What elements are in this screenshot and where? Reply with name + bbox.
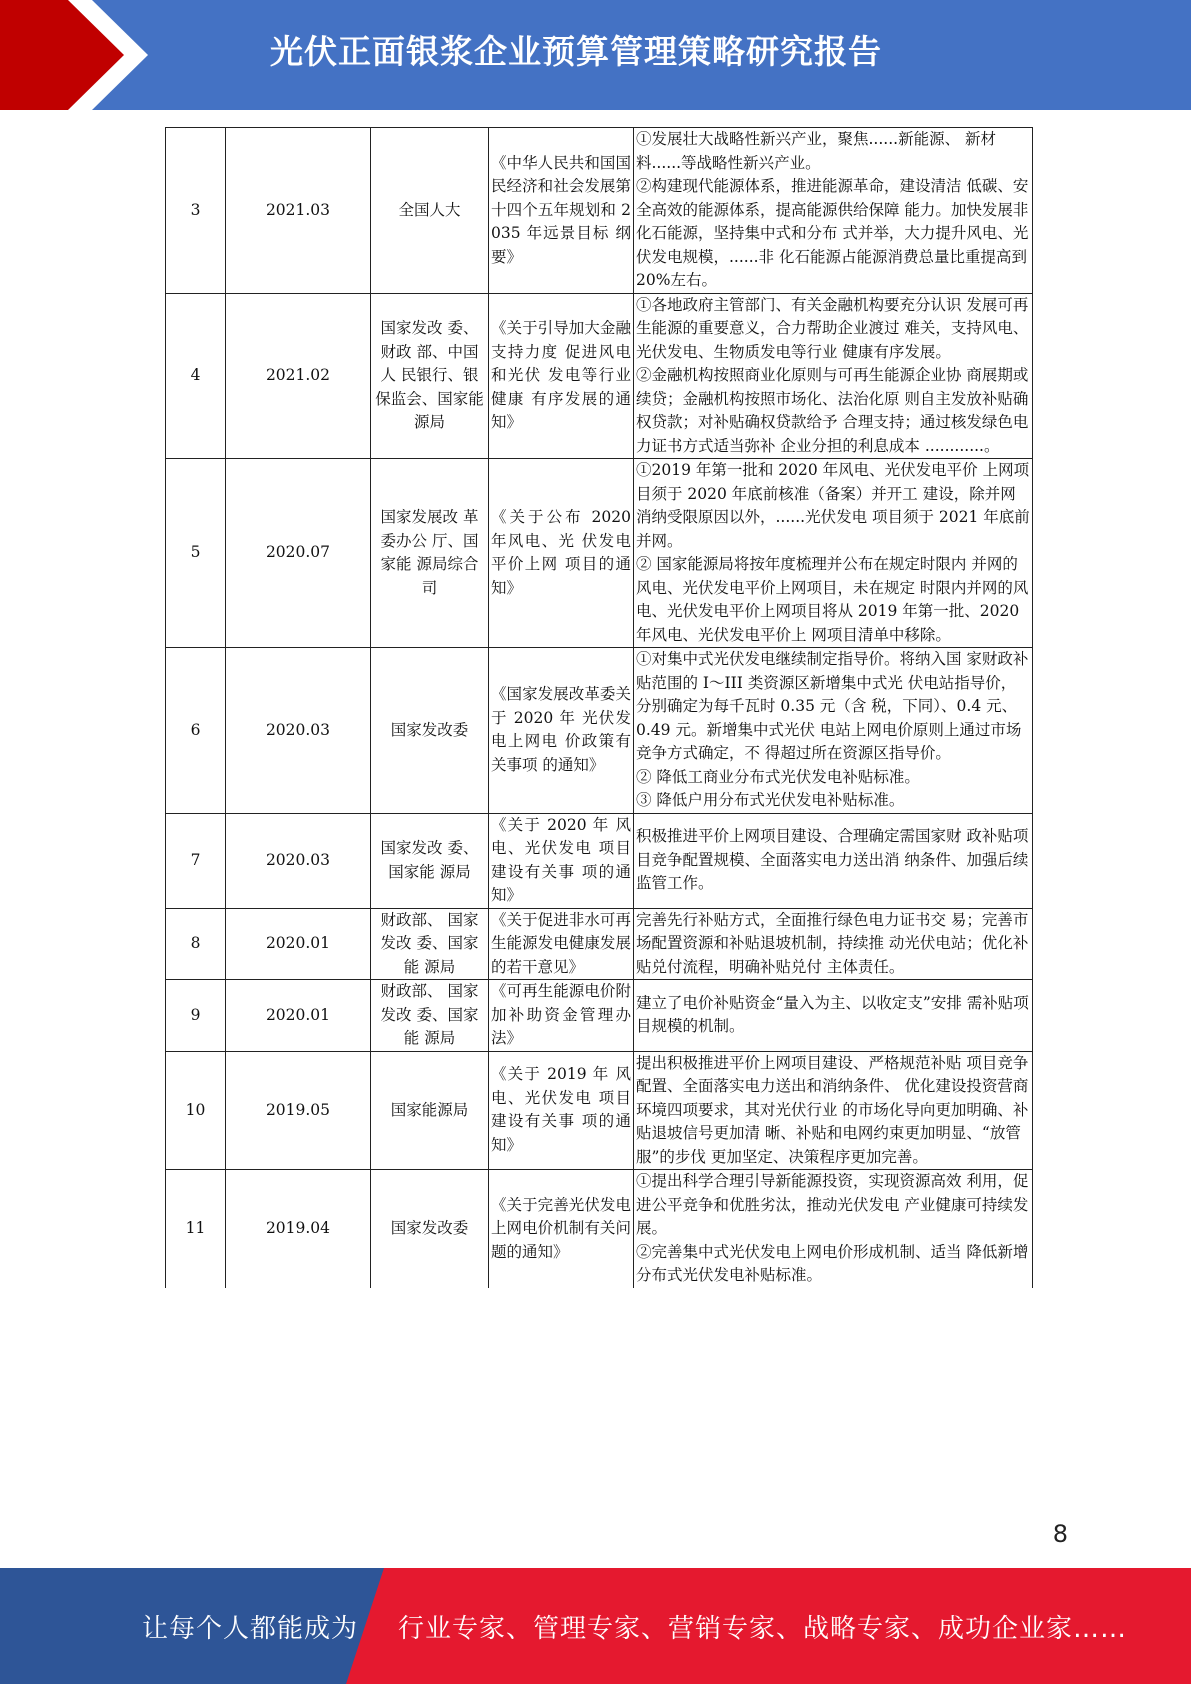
row-number-cell: 9 <box>166 980 226 1052</box>
policy-content-cell <box>634 1170 1033 1288</box>
policy-content-item: ①2019 年第一批和 2020 年风电、光伏发电平价 上网项目须于 2020 年底前核准（备案）并开工 建设，除并网消纳受限原因以外，......光伏发电 项目须于 2021 年底前并网。 <box>636 461 1030 550</box>
date-cell: 2020.07 <box>226 459 371 648</box>
policy-content-cell <box>634 908 1033 980</box>
document-name-cell: 《关于完善光伏发电上网电价机制有关问题的通知》 <box>489 1170 634 1288</box>
table-row <box>166 459 1033 648</box>
policy-content-item: ③ 降低户用分布式光伏发电补贴标准。 <box>636 791 905 809</box>
policy-content-cell <box>634 293 1033 459</box>
document-name-cell: 《可再生能源电价附加补助资金管理办法》 <box>489 980 634 1052</box>
document-title: 光伏正面银浆企业预算管理策略研究报告 <box>270 32 882 71</box>
row-number-cell: 7 <box>166 813 226 908</box>
policy-content-cell <box>634 459 1033 648</box>
date-cell: 2020.01 <box>226 908 371 980</box>
document-name-cell: 《关于 2020 年 风电、光伏发电 项目建设有关事 项的通知》 <box>489 813 634 908</box>
table-row <box>166 293 1033 459</box>
policy-content-item: ①各地政府主管部门、有关金融机构要充分认识 发展可再生能源的重要意义，合力帮助企业渡过 难关，支持风电、光伏发电、生物质发电等行业 健康有序发展。 <box>636 295 1029 361</box>
document-name-cell: 《国家发展改革委关于 2020 年 光伏发电上网电 价政策有关事项 的通知》 <box>489 648 634 814</box>
department-cell: 国家发展改 革委办公 厅、国家能 源局综合司 <box>371 459 489 648</box>
department-cell: 财政部、 国家发改 委、国家能 源局 <box>371 908 489 980</box>
department-cell: 财政部、 国家发改 委、国家能 源局 <box>371 980 489 1052</box>
policy-content-cell <box>634 980 1033 1052</box>
policy-content-item: ②完善集中式光伏发电上网电价形成机制、适当 降低新增分布式光伏发电补贴标准。 <box>636 1242 1029 1284</box>
date-cell: 2019.04 <box>226 1170 371 1288</box>
policy-content-item: ①对集中式光伏发电继续制定指导价。将纳入国 家财政补贴范围的 I～III 类资源区新增集中式光 伏电站指导价，分别确定为每千瓦时 0.35 元（含 税，下同）、0.4 元、0.49 元。新增集中式光伏 电站上网电价原则上通过市场竞争方式确定，不 得超过所在资源区指导价。 <box>636 650 1029 762</box>
table-row <box>166 128 1033 294</box>
policy-content-item: 完善先行补贴方式，全面推行绿色电力证书交 易；完善市场配置资源和补贴退坡机制，持续推 动光伏电站；优化补贴兑付流程，明确补贴兑付 主体责任。 <box>636 910 1029 976</box>
policy-content-cell <box>634 1051 1033 1170</box>
page-header <box>0 0 1191 110</box>
policy-content-item: ② 国家能源局将按年度梳理并公布在规定时限内 并网的风电、光伏发电平价上网项目，未在规定 时限内并网的风电、光伏发电平价上网项目将从 2019 年第一批、2020 年风电、光伏发电平价上 网项目清单中移除。 <box>636 555 1029 644</box>
policy-content-item: ①提出科学合理引导新能源投资，实现资源高效 利用，促进公平竞争和优胜劣汰，推动光伏发电 产业健康可持续发展。 <box>636 1172 1029 1237</box>
document-name-cell: 《关于 2019 年 风电、光伏发电 项目建设有关事 项的通知》 <box>489 1051 634 1170</box>
department-cell: 国家能源局 <box>371 1051 489 1170</box>
policy-content-item: ②金融机构按照商业化原则与可再生能源企业协 商展期或续贷；金融机构按照市场化、法治化原 则自主发放补贴确权贷款；对补贴确权贷款给予 合理支持；通过核发绿色电力证书方式适当弥补 企业分担的利息成本 ............。 <box>636 366 1029 455</box>
row-number-cell: 11 <box>166 1170 226 1288</box>
date-cell: 2020.03 <box>226 648 371 814</box>
policy-content-item: 建立了电价补贴资金“量入为主、以收定支”安排 需补贴项目规模的机制。 <box>636 993 1029 1036</box>
policy-table-body <box>166 128 1033 1288</box>
document-name-cell: 《关于促进非水可再生能源发电健康发展的若干意见》 <box>489 908 634 980</box>
policy-content-item: ①发展壮大战略性新兴产业，聚焦......新能源、 新材料......等战略性新兴产业。 <box>636 130 996 172</box>
department-cell: 国家发改委 <box>371 1170 489 1288</box>
page-number: 8 <box>1052 1520 1068 1548</box>
policy-content-cell <box>634 648 1033 814</box>
department-cell: 国家发改委 <box>371 648 489 814</box>
table-row <box>166 1170 1033 1288</box>
row-number-cell: 10 <box>166 1051 226 1170</box>
date-cell: 2020.01 <box>226 980 371 1052</box>
policy-content-item: 提出积极推进平价上网项目建设、严格规范补贴 项目竞争配置、全面落实电力送出和消纳条件、 优化建设投资营商环境四项要求，其对光伏行业 的市场化导向更加明确、补贴退坡信号更加清 晰、补贴和电网约束更加明显、“放管服”的步伐 更加坚定、决策程序更加完善。 <box>636 1053 1029 1166</box>
page-footer <box>0 1568 1191 1684</box>
table-row <box>166 813 1033 908</box>
policy-content-cell <box>634 128 1033 294</box>
department-cell: 国家发改 委、国家能 源局 <box>371 813 489 908</box>
document-name-cell: 《关于公布 2020 年风电、光 伏发电平价上网 项目的通知》 <box>489 459 634 648</box>
row-number-cell: 8 <box>166 908 226 980</box>
policy-content-item: 积极推进平价上网项目建设、合理确定需国家财 政补贴项目竞争配置规模、全面落实电力送出消 纳条件、加强后续监管工作。 <box>636 827 1029 893</box>
footer-slogan-right: 行业专家、管理专家、营销专家、战略专家、成功企业家…… <box>398 1614 1128 1644</box>
table-row <box>166 648 1033 814</box>
date-cell: 2021.02 <box>226 293 371 459</box>
document-name-cell: 《关于引导加大金融支持力度 促进风电和光伏 发电等行业健康 有序发展的通 知》 <box>489 293 634 459</box>
row-number-cell: 3 <box>166 128 226 294</box>
footer-slogan-left: 让每个人都能成为 <box>142 1614 359 1644</box>
date-cell: 2021.03 <box>226 128 371 294</box>
department-cell: 国家发改 委、财政 部、中国人 民银行、银保监会、国家能源局 <box>371 293 489 459</box>
department-cell: 全国人大 <box>371 128 489 294</box>
policy-content-item: ②构建现代能源体系，推进能源革命，建设清洁 低碳、安全高效的能源体系，提高能源供给保障 能力。加快发展非化石能源，坚持集中式和分布 式并举，大力提升风电、光伏发电规模，......非 化石能源占能源消费总量比重提高到 20%左右。 <box>636 177 1029 289</box>
policy-content-cell <box>634 813 1033 908</box>
policy-table <box>165 127 1033 1288</box>
date-cell: 2020.03 <box>226 813 371 908</box>
table-row <box>166 980 1033 1052</box>
row-number-cell: 4 <box>166 293 226 459</box>
table-row <box>166 1051 1033 1170</box>
date-cell: 2019.05 <box>226 1051 371 1170</box>
document-name-cell: 《中华人民共和国国民经济和社会发展第十四个五年规划和 2035 年远景目标 纲要》 <box>489 128 634 294</box>
row-number-cell: 6 <box>166 648 226 814</box>
table-row <box>166 908 1033 980</box>
row-number-cell: 5 <box>166 459 226 648</box>
policy-content-item: ② 降低工商业分布式光伏发电补贴标准。 <box>636 767 920 786</box>
